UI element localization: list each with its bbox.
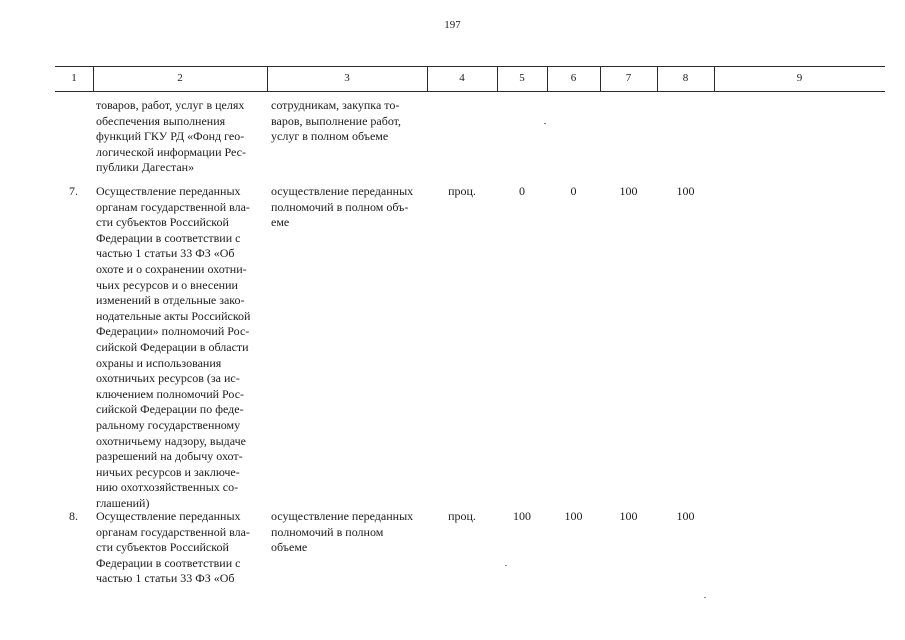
text-line: охраны и использования — [96, 355, 222, 370]
text-line: сотрудникам, закупка то- — [271, 98, 400, 112]
row-unit: проц. — [448, 184, 476, 198]
row-number: 8. — [69, 509, 78, 523]
text-line: частью 1 статьи 33 ФЗ «Об — [96, 246, 235, 261]
column-header-1: 1 — [71, 72, 77, 84]
row-unit: проц. — [448, 509, 476, 523]
row-value-col7: 100 — [619, 184, 638, 198]
row-value-col8: 100 — [676, 184, 695, 198]
continuation-description — [96, 98, 266, 176]
row-value-col8: 100 — [676, 509, 695, 523]
scan-speck — [505, 565, 507, 566]
text-line: органам государственной вла- — [96, 524, 250, 539]
row-value-col7: 100 — [619, 509, 638, 523]
text-line: осуществление переданных — [271, 509, 414, 523]
continuation-result — [271, 98, 427, 145]
text-line: Осуществление переданных — [96, 509, 241, 523]
column-header-7: 7 — [625, 72, 632, 84]
text-line: Осуществление переданных — [96, 184, 241, 198]
text-line: охоте и о сохранении охотни- — [96, 261, 247, 276]
column-header-5: 5 — [519, 72, 525, 84]
row-value-col6: 0 — [570, 184, 577, 198]
text-line: обеспечения выполнения — [96, 113, 226, 128]
page-number: 197 — [444, 19, 461, 31]
text-line: сти субъектов Российской — [96, 215, 229, 230]
row-value-col6: 100 — [564, 509, 583, 523]
text-line: осуществление переданных — [271, 184, 414, 198]
text-line: еме — [271, 215, 290, 230]
text-line: полномочий в полном — [271, 524, 384, 539]
text-line: разрешений на добычу охот- — [96, 449, 243, 464]
text-line: услуг в полном объеме — [271, 129, 389, 144]
column-header-3: 3 — [344, 72, 350, 84]
column-header-2: 2 — [177, 72, 183, 84]
row-value-col5: 0 — [519, 184, 525, 198]
column-header-8: 8 — [682, 72, 689, 84]
text-line: органам государственной вла- — [96, 199, 250, 214]
row-value-col5: 100 — [513, 509, 531, 523]
text-line: ральному государственному — [96, 417, 241, 432]
text-line: ключением полномочий Рос- — [96, 386, 245, 401]
scan-speck — [704, 597, 706, 598]
scan-speck — [544, 123, 546, 124]
text-line: Федерации в соответствии с — [96, 230, 241, 245]
column-header-4: 4 — [459, 72, 465, 84]
row-description — [96, 509, 266, 587]
text-line: Федерации в соответствии с — [96, 555, 241, 570]
row-number: 7. — [69, 184, 78, 198]
text-line: варов, выполнение работ, — [271, 113, 402, 128]
text-line: Федерации» полномочий Рос- — [96, 324, 250, 339]
text-line: публики Дагестан» — [96, 160, 195, 175]
text-line: охотничьему надзору, выдаче — [96, 433, 246, 448]
text-line: нию охотхозяйственных со- — [96, 480, 239, 495]
text-line: объеме — [271, 540, 308, 555]
text-line: сийской Федерации по феде- — [96, 402, 244, 417]
text-line: полномочий в полном объ- — [271, 199, 409, 214]
text-line: сийской Федерации в области — [96, 339, 249, 354]
text-line: чьих ресурсов и о внесении — [96, 277, 238, 292]
text-line: охотничьих ресурсов (за ис- — [96, 371, 240, 386]
text-line: логической информации Рес- — [96, 144, 246, 159]
text-line: ничьих ресурсов и заключе- — [96, 464, 240, 479]
text-line: глашений) — [96, 495, 150, 510]
row-result — [271, 509, 427, 556]
text-line: частью 1 статьи 33 ФЗ «Об — [96, 571, 235, 586]
text-line: функций ГКУ РД «Фонд гео- — [96, 129, 245, 144]
column-header-6: 6 — [570, 72, 577, 84]
text-line: сти субъектов Российской — [96, 540, 229, 555]
text-line: товаров, работ, услуг в целях — [96, 98, 245, 112]
text-line: изменений в отдельные зако- — [96, 293, 245, 308]
row-result — [271, 184, 427, 231]
header-bottom-border — [55, 91, 885, 92]
header-top-border — [55, 66, 885, 67]
row-description — [96, 184, 266, 511]
column-header-9: 9 — [796, 72, 803, 84]
text-line: нодательные акты Российской — [96, 308, 251, 323]
